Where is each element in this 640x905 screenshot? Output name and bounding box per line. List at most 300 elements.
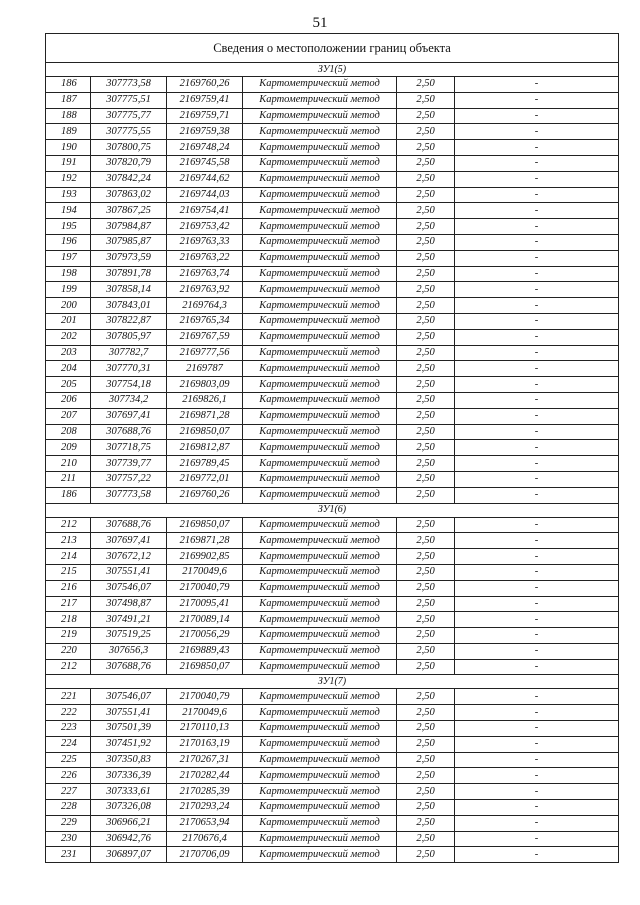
note-cell: - [455,517,619,533]
accuracy-cell: 2,50 [397,784,455,800]
method-cell: Картометрический метод [243,628,397,644]
coord-x-cell: 307491,21 [91,612,167,628]
coord-x-cell: 307775,55 [91,124,167,140]
method-cell: Картометрический метод [243,517,397,533]
note-cell: - [455,580,619,596]
point-number-cell: 226 [46,768,91,784]
method-cell: Картометрический метод [243,440,397,456]
table-row [46,377,619,393]
table-row [46,815,619,831]
point-number-cell: 192 [46,171,91,187]
coord-x-cell: 307782,7 [91,345,167,361]
accuracy-cell: 2,50 [397,424,455,440]
note-cell: - [455,329,619,345]
accuracy-cell: 2,50 [397,549,455,565]
point-number-cell: 188 [46,108,91,124]
table-row [46,298,619,314]
accuracy-cell: 2,50 [397,377,455,393]
accuracy-cell: 2,50 [397,440,455,456]
method-cell: Картометрический метод [243,392,397,408]
table-row [46,282,619,298]
table-row [46,847,619,863]
coord-y-cell: 2169767,59 [167,329,243,345]
accuracy-cell: 2,50 [397,155,455,171]
point-number-cell: 212 [46,517,91,533]
point-number-cell: 216 [46,580,91,596]
coord-x-cell: 307867,25 [91,203,167,219]
coord-x-cell: 307656,3 [91,643,167,659]
coord-y-cell: 2169803,09 [167,377,243,393]
table-row [46,440,619,456]
table-row [46,831,619,847]
method-cell: Картометрический метод [243,487,397,503]
coord-y-cell: 2170676,4 [167,831,243,847]
accuracy-cell: 2,50 [397,361,455,377]
coord-x-cell: 307775,77 [91,108,167,124]
coord-y-cell: 2169871,28 [167,533,243,549]
coord-y-cell: 2170056,29 [167,628,243,644]
note-cell: - [455,768,619,784]
accuracy-cell: 2,50 [397,329,455,345]
accuracy-cell: 2,50 [397,768,455,784]
method-cell: Картометрический метод [243,171,397,187]
coord-x-cell: 307498,87 [91,596,167,612]
note-cell: - [455,705,619,721]
point-number-cell: 209 [46,440,91,456]
note-cell: - [455,234,619,250]
table-row [46,800,619,816]
accuracy-cell: 2,50 [397,282,455,298]
accuracy-cell: 2,50 [397,108,455,124]
method-cell: Картометрический метод [243,124,397,140]
point-number-cell: 208 [46,424,91,440]
accuracy-cell: 2,50 [397,533,455,549]
coord-x-cell: 307688,76 [91,659,167,675]
point-number-cell: 228 [46,800,91,816]
method-cell: Картометрический метод [243,77,397,93]
note-cell: - [455,736,619,752]
point-number-cell: 221 [46,689,91,705]
coord-x-cell: 307718,75 [91,440,167,456]
point-number-cell: 217 [46,596,91,612]
coord-y-cell: 2169745,58 [167,155,243,171]
point-number-cell: 224 [46,736,91,752]
coord-x-cell: 307985,87 [91,234,167,250]
method-cell: Картометрический метод [243,643,397,659]
point-number-cell: 202 [46,329,91,345]
section-name: ЗУ1(5) [46,63,619,77]
note-cell: - [455,345,619,361]
method-cell: Картометрический метод [243,847,397,863]
coord-x-cell: 307805,97 [91,329,167,345]
point-number-cell: 186 [46,77,91,93]
coord-y-cell: 2169763,74 [167,266,243,282]
note-cell: - [455,471,619,487]
method-cell: Картометрический метод [243,612,397,628]
accuracy-cell: 2,50 [397,77,455,93]
method-cell: Картометрический метод [243,203,397,219]
accuracy-cell: 2,50 [397,92,455,108]
table-row [46,580,619,596]
coord-x-cell: 307501,39 [91,721,167,737]
method-cell: Картометрический метод [243,329,397,345]
coord-x-cell: 307891,78 [91,266,167,282]
method-cell: Картометрический метод [243,298,397,314]
table-title-row [46,34,619,63]
table-row [46,628,619,644]
accuracy-cell: 2,50 [397,392,455,408]
point-number-cell: 229 [46,815,91,831]
table-row [46,517,619,533]
table-row [46,705,619,721]
table-row [46,361,619,377]
accuracy-cell: 2,50 [397,517,455,533]
point-number-cell: 204 [46,361,91,377]
coord-y-cell: 2169789,45 [167,456,243,472]
method-cell: Картометрический метод [243,266,397,282]
note-cell: - [455,124,619,140]
coord-x-cell: 307843,01 [91,298,167,314]
coord-x-cell: 307551,41 [91,564,167,580]
note-cell: - [455,689,619,705]
coord-x-cell: 307863,02 [91,187,167,203]
coord-x-cell: 307858,14 [91,282,167,298]
table-row [46,736,619,752]
method-cell: Картометрический метод [243,815,397,831]
method-cell: Картометрический метод [243,736,397,752]
note-cell: - [455,171,619,187]
point-number-cell: 231 [46,847,91,863]
note-cell: - [455,815,619,831]
accuracy-cell: 2,50 [397,815,455,831]
note-cell: - [455,266,619,282]
note-cell: - [455,831,619,847]
coord-x-cell: 307770,31 [91,361,167,377]
point-number-cell: 189 [46,124,91,140]
note-cell: - [455,628,619,644]
coord-y-cell: 2170049,6 [167,705,243,721]
accuracy-cell: 2,50 [397,250,455,266]
coord-y-cell: 2170706,09 [167,847,243,863]
coord-y-cell: 2170282,44 [167,768,243,784]
method-cell: Картометрический метод [243,768,397,784]
coord-y-cell: 2169748,24 [167,140,243,156]
accuracy-cell: 2,50 [397,564,455,580]
coord-x-cell: 307757,22 [91,471,167,487]
method-cell: Картометрический метод [243,533,397,549]
coord-y-cell: 2169850,07 [167,517,243,533]
accuracy-cell: 2,50 [397,831,455,847]
note-cell: - [455,377,619,393]
accuracy-cell: 2,50 [397,659,455,675]
section-name: ЗУ1(7) [46,675,619,689]
method-cell: Картометрический метод [243,752,397,768]
coord-y-cell: 2170267,31 [167,752,243,768]
method-cell: Картометрический метод [243,564,397,580]
coord-x-cell: 307973,59 [91,250,167,266]
coord-y-cell: 2170285,39 [167,784,243,800]
point-number-cell: 212 [46,659,91,675]
accuracy-cell: 2,50 [397,752,455,768]
coord-y-cell: 2170089,14 [167,612,243,628]
method-cell: Картометрический метод [243,140,397,156]
coord-x-cell: 307546,07 [91,689,167,705]
coord-x-cell: 307822,87 [91,313,167,329]
point-number-cell: 197 [46,250,91,266]
table-row [46,187,619,203]
table-row [46,643,619,659]
coord-x-cell: 307754,18 [91,377,167,393]
coord-x-cell: 307451,92 [91,736,167,752]
table-row [46,784,619,800]
point-number-cell: 211 [46,471,91,487]
point-number-cell: 206 [46,392,91,408]
coord-y-cell: 2169759,71 [167,108,243,124]
coord-x-cell: 307820,79 [91,155,167,171]
method-cell: Картометрический метод [243,234,397,250]
coord-y-cell: 2169744,03 [167,187,243,203]
point-number-cell: 200 [46,298,91,314]
section-header-row [46,63,619,77]
table-row [46,456,619,472]
table-row [46,721,619,737]
table-row [46,471,619,487]
accuracy-cell: 2,50 [397,124,455,140]
coord-y-cell: 2169871,28 [167,408,243,424]
table-row [46,171,619,187]
table-row [46,345,619,361]
point-number-cell: 223 [46,721,91,737]
method-cell: Картометрический метод [243,456,397,472]
method-cell: Картометрический метод [243,721,397,737]
method-cell: Картометрический метод [243,424,397,440]
point-number-cell: 220 [46,643,91,659]
accuracy-cell: 2,50 [397,313,455,329]
table-row [46,77,619,93]
table-row [46,564,619,580]
point-number-cell: 191 [46,155,91,171]
note-cell: - [455,408,619,424]
point-number-cell: 199 [46,282,91,298]
table-row [46,487,619,503]
accuracy-cell: 2,50 [397,345,455,361]
coord-x-cell: 307672,12 [91,549,167,565]
accuracy-cell: 2,50 [397,298,455,314]
coord-y-cell: 2170040,79 [167,689,243,705]
method-cell: Картометрический метод [243,471,397,487]
point-number-cell: 186 [46,487,91,503]
coord-x-cell: 307688,76 [91,517,167,533]
table-row [46,266,619,282]
coord-y-cell: 2169889,43 [167,643,243,659]
note-cell: - [455,800,619,816]
table-row [46,612,619,628]
coord-y-cell: 2169850,07 [167,424,243,440]
coord-x-cell: 307984,87 [91,219,167,235]
coord-x-cell: 307326,08 [91,800,167,816]
coord-y-cell: 2169812,87 [167,440,243,456]
note-cell: - [455,203,619,219]
coord-x-cell: 307800,75 [91,140,167,156]
accuracy-cell: 2,50 [397,408,455,424]
point-number-cell: 196 [46,234,91,250]
note-cell: - [455,549,619,565]
method-cell: Картометрический метод [243,250,397,266]
method-cell: Картометрический метод [243,108,397,124]
note-cell: - [455,108,619,124]
method-cell: Картометрический метод [243,596,397,612]
coord-y-cell: 2170110,13 [167,721,243,737]
accuracy-cell: 2,50 [397,234,455,250]
point-number-cell: 193 [46,187,91,203]
note-cell: - [455,313,619,329]
note-cell: - [455,643,619,659]
coord-y-cell: 2169760,26 [167,77,243,93]
point-number-cell: 219 [46,628,91,644]
note-cell: - [455,298,619,314]
accuracy-cell: 2,50 [397,266,455,282]
note-cell: - [455,219,619,235]
coord-y-cell: 2169744,62 [167,171,243,187]
coord-y-cell: 2169759,38 [167,124,243,140]
point-number-cell: 210 [46,456,91,472]
note-cell: - [455,392,619,408]
coord-x-cell: 307842,24 [91,171,167,187]
note-cell: - [455,92,619,108]
table-row [46,549,619,565]
accuracy-cell: 2,50 [397,689,455,705]
note-cell: - [455,533,619,549]
note-cell: - [455,424,619,440]
note-cell: - [455,361,619,377]
coord-y-cell: 2169759,41 [167,92,243,108]
coord-y-cell: 2169772,01 [167,471,243,487]
note-cell: - [455,456,619,472]
coord-y-cell: 2169763,33 [167,234,243,250]
coord-y-cell: 2170163,19 [167,736,243,752]
table-row [46,313,619,329]
accuracy-cell: 2,50 [397,487,455,503]
point-number-cell: 201 [46,313,91,329]
accuracy-cell: 2,50 [397,800,455,816]
coord-y-cell: 2169754,41 [167,203,243,219]
coord-x-cell: 307350,83 [91,752,167,768]
point-number-cell: 207 [46,408,91,424]
accuracy-cell: 2,50 [397,140,455,156]
note-cell: - [455,77,619,93]
note-cell: - [455,596,619,612]
section-name: ЗУ1(6) [46,503,619,517]
table-row [46,408,619,424]
coord-x-cell: 306966,21 [91,815,167,831]
point-number-cell: 198 [46,266,91,282]
accuracy-cell: 2,50 [397,456,455,472]
coord-x-cell: 307739,77 [91,456,167,472]
accuracy-cell: 2,50 [397,171,455,187]
method-cell: Картометрический метод [243,549,397,565]
point-number-cell: 222 [46,705,91,721]
method-cell: Картометрический метод [243,831,397,847]
method-cell: Картометрический метод [243,155,397,171]
accuracy-cell: 2,50 [397,187,455,203]
table-row [46,140,619,156]
table-row [46,108,619,124]
table-title: Сведения о местоположении границ объекта [46,34,619,63]
coord-x-cell: 307333,61 [91,784,167,800]
point-number-cell: 230 [46,831,91,847]
coord-x-cell: 307773,58 [91,77,167,93]
method-cell: Картометрический метод [243,659,397,675]
method-cell: Картометрический метод [243,580,397,596]
table-row [46,392,619,408]
coord-y-cell: 2169763,92 [167,282,243,298]
note-cell: - [455,659,619,675]
coord-x-cell: 307546,07 [91,580,167,596]
method-cell: Картометрический метод [243,187,397,203]
coord-x-cell: 307697,41 [91,533,167,549]
coord-y-cell: 2170049,6 [167,564,243,580]
table-row [46,92,619,108]
table-row [46,768,619,784]
point-number-cell: 225 [46,752,91,768]
accuracy-cell: 2,50 [397,736,455,752]
accuracy-cell: 2,50 [397,705,455,721]
method-cell: Картометрический метод [243,784,397,800]
coord-x-cell: 307336,39 [91,768,167,784]
point-number-cell: 205 [46,377,91,393]
section-header-row [46,675,619,689]
table-row [46,219,619,235]
method-cell: Картометрический метод [243,345,397,361]
section-header-row [46,503,619,517]
table-row [46,234,619,250]
note-cell: - [455,140,619,156]
point-number-cell: 194 [46,203,91,219]
table-row [46,533,619,549]
page-number: 51 [312,15,328,31]
coord-y-cell: 2169777,56 [167,345,243,361]
coord-y-cell: 2169760,26 [167,487,243,503]
method-cell: Картометрический метод [243,219,397,235]
point-number-cell: 218 [46,612,91,628]
coord-x-cell: 307697,41 [91,408,167,424]
accuracy-cell: 2,50 [397,219,455,235]
method-cell: Картометрический метод [243,800,397,816]
point-number-cell: 227 [46,784,91,800]
coord-y-cell: 2169764,3 [167,298,243,314]
coord-x-cell: 306942,76 [91,831,167,847]
table-row [46,659,619,675]
coord-y-cell: 2169850,07 [167,659,243,675]
point-number-cell: 190 [46,140,91,156]
note-cell: - [455,250,619,266]
table-row [46,203,619,219]
accuracy-cell: 2,50 [397,596,455,612]
coord-x-cell: 307688,76 [91,424,167,440]
coord-x-cell: 306897,07 [91,847,167,863]
accuracy-cell: 2,50 [397,471,455,487]
table-row [46,689,619,705]
point-number-cell: 203 [46,345,91,361]
coord-y-cell: 2170293,24 [167,800,243,816]
method-cell: Картометрический метод [243,377,397,393]
note-cell: - [455,487,619,503]
method-cell: Картометрический метод [243,689,397,705]
method-cell: Картометрический метод [243,705,397,721]
note-cell: - [455,155,619,171]
point-number-cell: 187 [46,92,91,108]
note-cell: - [455,752,619,768]
